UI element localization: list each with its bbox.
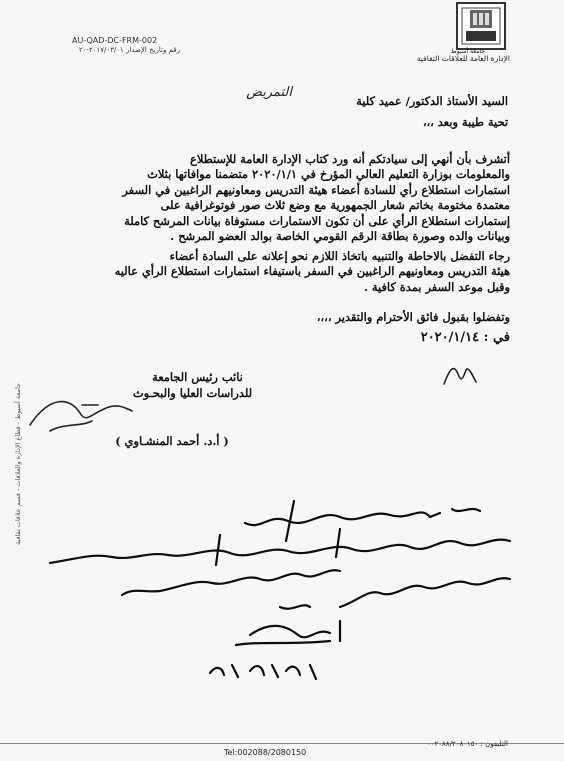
paragraph-1-line: استمارات استطلاع رأي للسادة أعضاء هيئة التدريس ومعاونيهم الراغبين في السفر [122,182,510,197]
paragraph-1 [62,152,510,244]
side-stamp: جامعة أسيوط - قطاع الإدارة والعلاقات - قسم علاقات ثقافية [14,383,22,545]
handwritten-line-1 [190,635,450,645]
signature-title-2: للدراسات العليا والبحـوث [132,386,253,400]
signatory-name: ( أ.د. أحمد المنشـاوي ) [115,434,229,448]
footer-telephone-arabic: التليفون : ٠٠٢٠٨٨/٢٠٨٠١٥٠ [427,740,508,748]
footer-telephone: Tel:002088/2080150 [224,748,307,757]
salutation-handwritten: التمريض [246,85,292,100]
closing-line: وتفضلوا بقبول فائق الأحترام والتقدير ،،،، [316,310,510,324]
date-line: في : ٢٠٢٠/١/١٤ [420,330,510,345]
issue-date-label: رقم وتاريخ الإصدار ٢٠١٧/٠٣/٠١-٢٠ [78,46,180,54]
form-code: AU-QAD-DC-FRM-002 [72,36,158,45]
salutation: السيد الأستاذ الدكتور/ عميد كلية [356,94,508,108]
paragraph-2 [62,249,510,295]
initials-signature-icon [440,360,480,390]
logo-caption: جامعة أسيوط [451,48,485,55]
paragraph-2-line: رجاء التفضل بالاحاطة والتنبيه باتخاذ اللازم نحو إعلانه على السادة أعضاء [169,249,510,263]
logo-emblem-icon [458,4,504,48]
paragraph-1-line: أتشرف بأن أنهي إلى سيادتكم أنه ورد كتاب الإدارة العامة للإستطلاع [190,152,510,166]
paragraph-2-line: وقبل موعد السفر بمدة كافية . [364,279,510,294]
paragraph-1-line: وبيانات والده وصورة بطاقة الرقم القومي الخاصة بوالد العضو المرشح . [170,229,510,244]
handwritten-line-2 [100,650,220,660]
paragraph-1-line: إستمارات استطلاع الرأي على أن تكون الاستمارات مستوفاة بيانات المرشح كاملة [124,213,510,228]
handwritten-date [200,680,300,690]
university-logo [456,2,506,50]
paragraph-2-line: هيئة التدريس ومعاونيهم الراغبين في السفر باستيفاء استمارات استطلاع الرأي عاليه [114,264,510,279]
greeting: تحية طيبة وبعد ،،، [422,115,508,129]
department-name: الإدارة العامة للعلاقات الثقافية [416,54,510,63]
signature-title-1: نائب رئيس الجامعة [152,370,243,384]
handwritten-line-3 [280,665,400,675]
paragraph-1-line: والمعلومات بوزارة التعليم العالي المؤرخ في ٢٠٢٠/١/١ متضمنا موافاتها بثلاث [147,167,510,182]
paragraph-1-line: معتمدة مختومة بخاتم شعار الجمهورية مع وضع ثلاث صور فوتوغرافية على [160,198,510,213]
